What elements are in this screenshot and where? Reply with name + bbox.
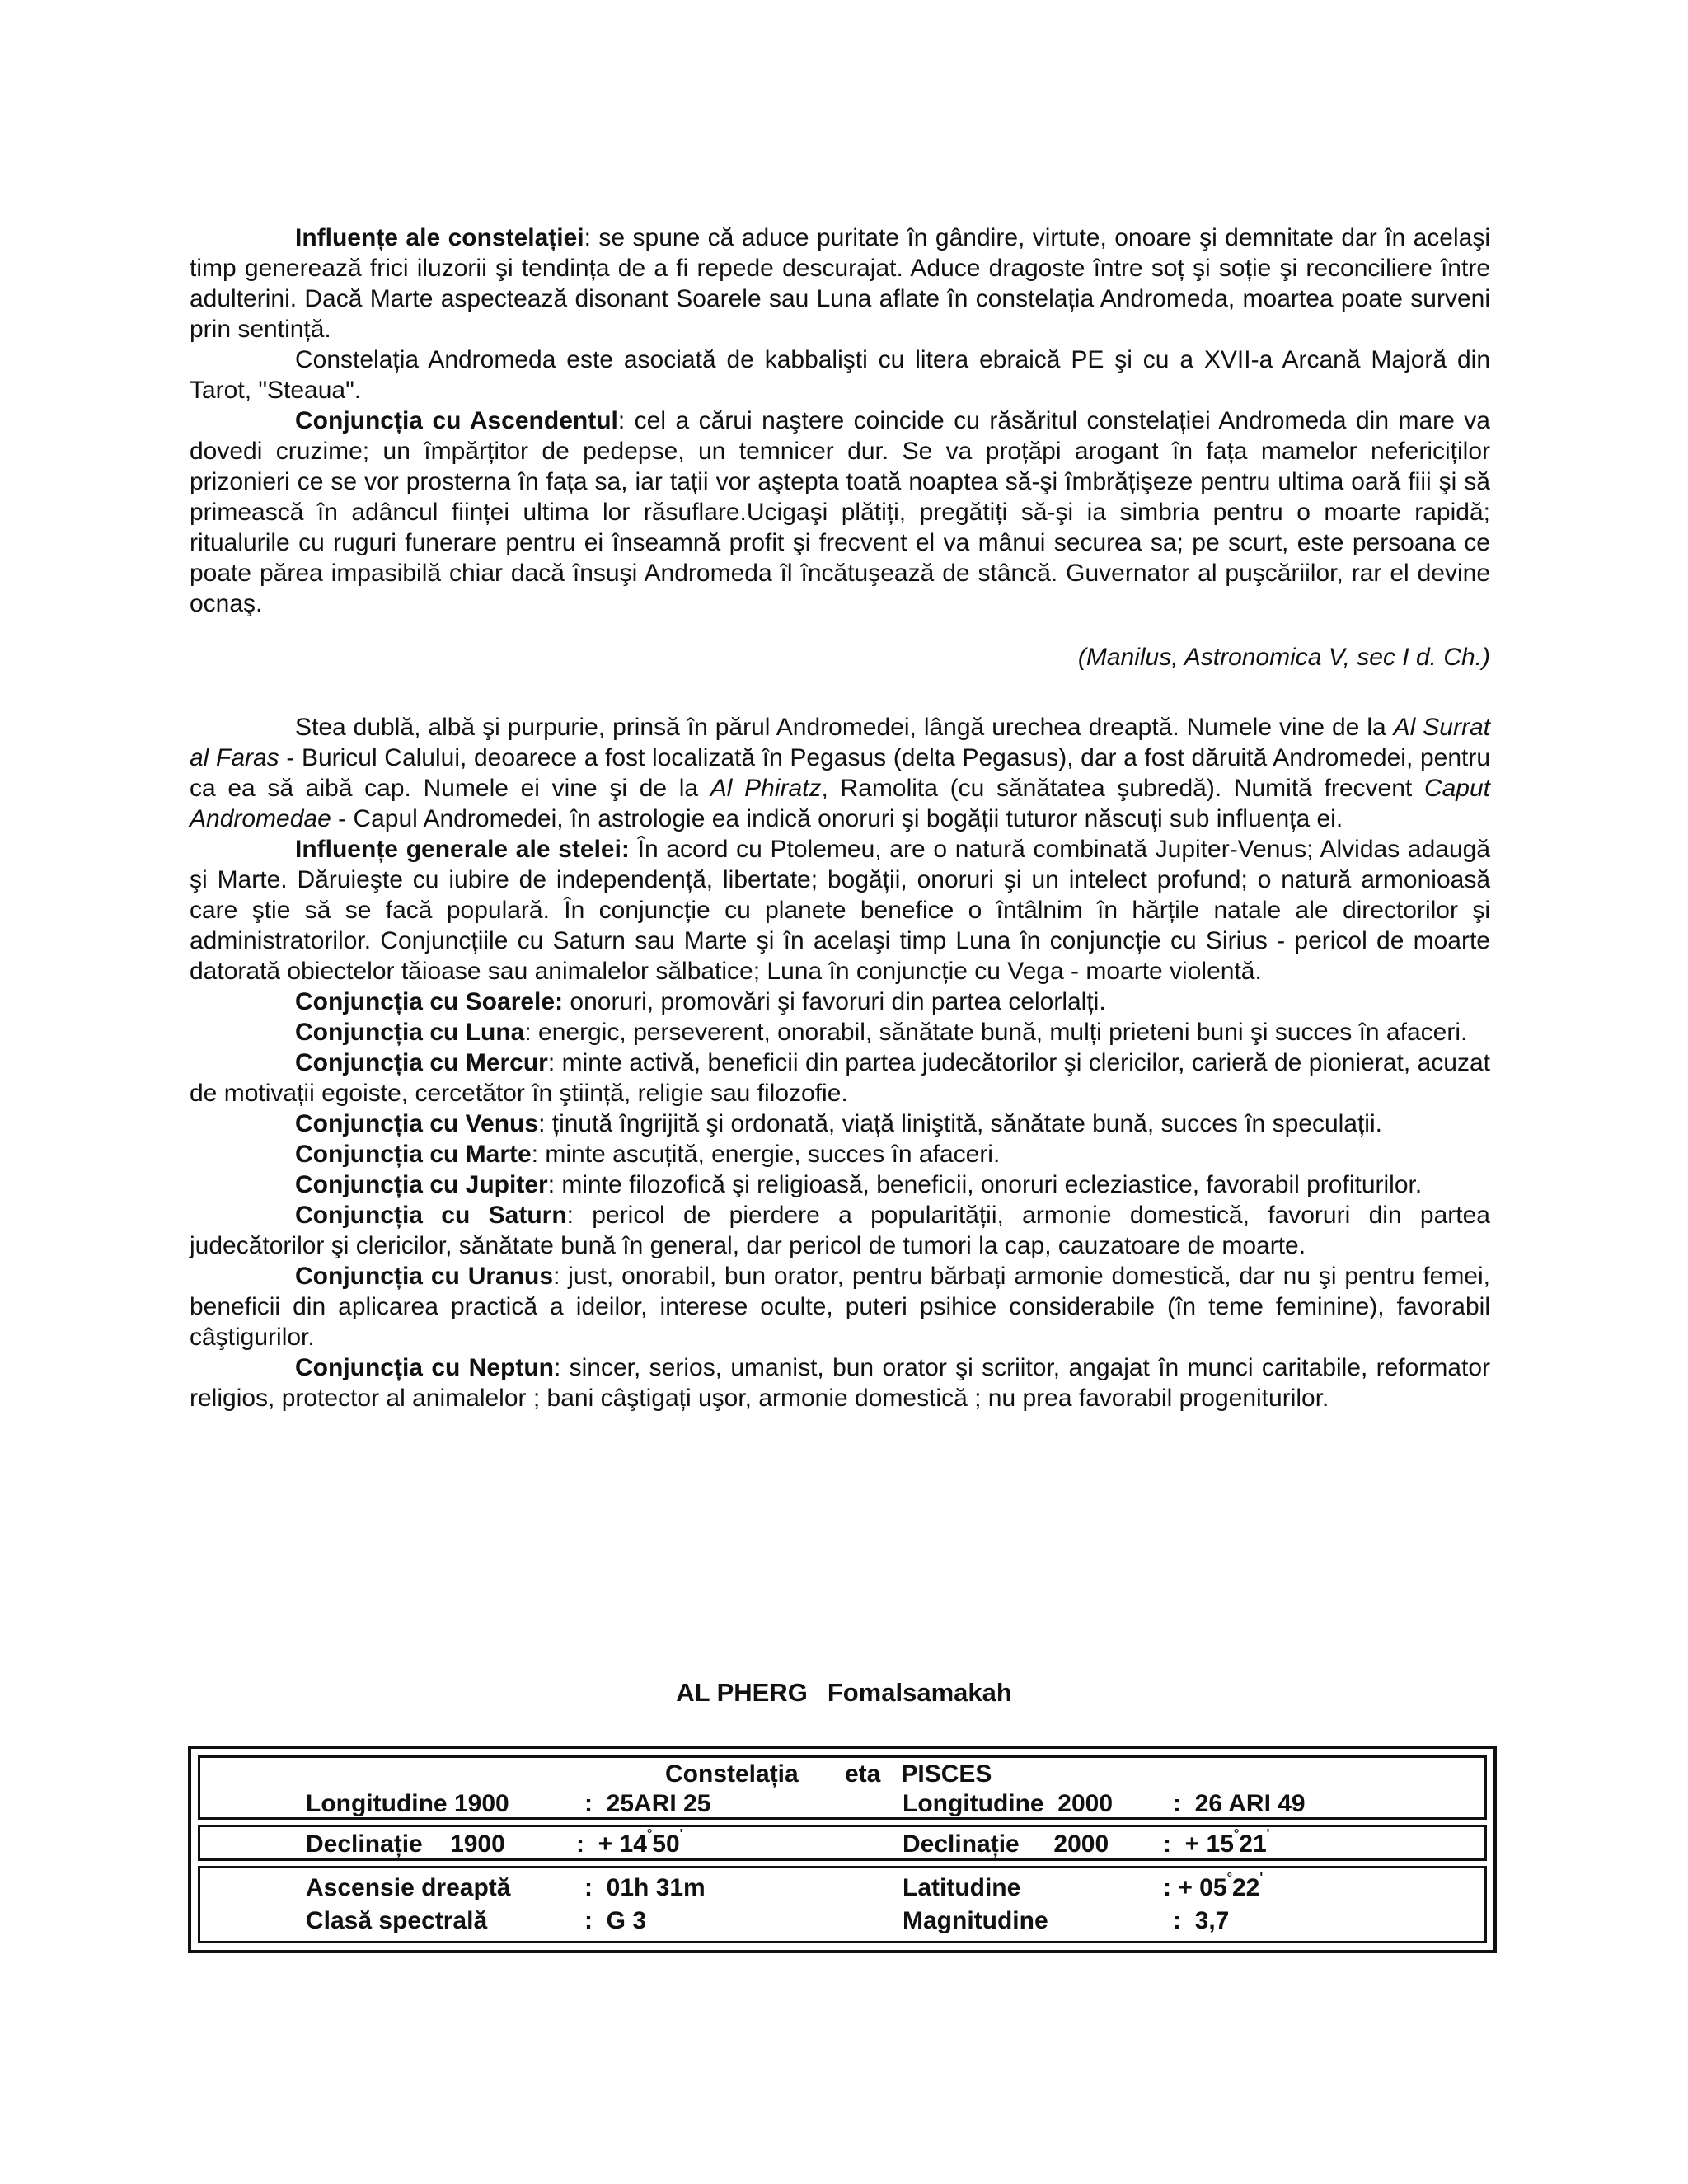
table-row [198, 1755, 1487, 1820]
paragraph-heading: Conjuncția cu Venus [295, 1110, 539, 1137]
paragraph-text: : cel a cărui naştere coincide cu răsăritul constelației Andromeda din mare va dovedi cruzime; un împărțitor de pedepse, un temnicer dur. Se va proțăpi arogant în fața mamelor nefericiților prizonieri ce se vor prosterna în fața sa, iar tații vor aştepta toată noaptea să-şi îmbrățişeze pentru ultima oară fiii şi să primească în adâncul ființei ultima lor răsuflare.Ucigaşi plătiți, pregătiți să-şi ia simbria pentru o moarte rapidă; ritualurile cu ruguri funerare pentru ei înseamnă profit şi frecvent el va mânui securea sa; pe scurt, este persoana ce poate părea impasibilă chiar dacă însuşi Andromeda îl încătuşează de stâncă. Guvernator al puşcăriilor, rar el devine ocnaş. [190, 407, 1490, 617]
constellation-label: Constelația [665, 1760, 799, 1788]
degrees: : + 05 [1163, 1874, 1227, 1901]
paragraph-heading: Conjuncția cu Ascendentul [295, 407, 618, 434]
star-name: AL PHERG [676, 1678, 808, 1707]
degree-symbol: ° [1226, 1871, 1232, 1885]
paragraph-heading: Conjuncția cu Saturn [295, 1202, 567, 1229]
conjunction-moon [190, 1017, 1490, 1047]
star-title [0, 1677, 1688, 1708]
star-name-italic: Al Phiratz [710, 775, 822, 802]
spectral-class-label: Clasă spectrală [306, 1907, 488, 1934]
paragraph-heading: Conjuncția cu Neptun [295, 1354, 554, 1381]
minute-symbol: ' [679, 1827, 683, 1841]
paragraph-text: onoruri, promovări şi favoruri din partea celorlalți. [563, 988, 1106, 1015]
latitude-value [1163, 1873, 1263, 1903]
paragraph-heading: Influențe generale ale stelei: [295, 836, 630, 863]
document-body [190, 223, 1490, 1413]
table-row [198, 1866, 1487, 1943]
right-ascension-value: : 01h 31m [584, 1874, 706, 1901]
minute-symbol: ' [1266, 1827, 1270, 1841]
conjunction-sun [190, 987, 1490, 1017]
paragraph-text: : sincer, serios, umanist, bun orator şi scriitor, angajat în munci caritabile, reformator religios, protector al animalelor ; bani câştigați uşor, armonie domestică ; nu prea favorabil progeniturilor. [190, 1354, 1491, 1412]
paragraph-general-influences [190, 834, 1490, 987]
degrees: : + 14 [576, 1830, 647, 1858]
latitude-label: Latitudine [903, 1874, 1021, 1901]
spectral-class-value: : G 3 [584, 1907, 647, 1934]
paragraph-text: - Buricul Calului, deoarece a fost localizată în Pegasus (delta Pegasus), dar a fost dăruită Andromedei, pentru ca ea să aibă cap. Numele ei vine şi de la [190, 744, 1491, 802]
longitude-1900-label: Longitudine 1900 [306, 1790, 509, 1817]
table-row [198, 1825, 1487, 1861]
paragraph-kabbalah [190, 344, 1490, 405]
degrees: : + 15 [1163, 1830, 1234, 1858]
conjunction-neptune [190, 1352, 1490, 1413]
paragraph-heading: Conjuncția cu Jupiter [295, 1171, 548, 1198]
paragraph-text: : minte ascuțită, energie, succes în afaceri. [531, 1141, 1001, 1168]
declination-1900-value [576, 1827, 683, 1859]
paragraph-star-description [190, 712, 1490, 834]
longitude-2000-value: : 26 ARI 49 [1173, 1790, 1306, 1817]
paragraph-heading: Influențe ale constelației [295, 224, 584, 251]
declination-2000-label: Declinație 2000 [903, 1830, 1109, 1858]
paragraph-heading: Conjuncția cu Uranus [295, 1263, 554, 1290]
paragraph-constellation-influences [190, 223, 1490, 344]
paragraph-heading: Conjuncția cu Marte [295, 1141, 532, 1168]
paragraph-text: : se spune că aduce puritate în gândire, virtute, onoare şi demnitate dar în acelaşi timp generează frici iluzorii şi tendința de a fi repede descurajat. Aduce dragoste între soț şi soție şi reconciliere între adulterini. Dacă Marte aspectează disonant Soarele sau Luna aflate în constelația Andromeda, moartea poate surveni prin sentință. [190, 224, 1490, 343]
conjunction-venus [190, 1108, 1490, 1139]
conjunction-mercury [190, 1047, 1490, 1108]
paragraph-text: , Ramolita (cu sănătatea şubredă). Numită frecvent [821, 775, 1424, 802]
minutes: 22 [1231, 1874, 1260, 1901]
paragraph-text: : energic, perseverent, onorabil, sănătate bună, mulți prieteni buni şi succes în afaceri. [524, 1019, 1468, 1046]
paragraph-text: - Capul Andromedei, în astrologie ea indică onoruri şi bogății tuturor născuți sub influența ei. [331, 805, 1343, 832]
constellation-value: eta PISCES [845, 1760, 992, 1788]
right-ascension-label: Ascensie dreaptă [306, 1874, 511, 1901]
paragraph-text: Stea dublă, albă şi purpurie, prinsă în părul Andromedei, lângă urechea dreaptă. Numele vine de la [295, 714, 1394, 741]
paragraph-text: : just, onorabil, bun orator, pentru bărbați armonie domestică, dar nu şi pentru femei, beneficii din aplicarea practică a ideilor, interese oculte, puteri psihice considerabile (în teme feminine), favorabil câştigurilor. [190, 1263, 1490, 1351]
paragraph-ascendant [190, 405, 1490, 619]
declination-2000-value [1163, 1827, 1270, 1859]
paragraph-heading: Conjuncția cu Soarele: [295, 988, 564, 1015]
paragraph-text: Constelația Andromeda este asociată de kabbalişti cu litera ebraică PE şi cu a XVII-a Arcană Majoră din Tarot, "Steaua". [190, 346, 1490, 404]
paragraph-text: : minte activă, beneficii din partea judecătorilor şi clericilor, carieră de pionierat, acuzat de motivații egoiste, cercetător în ştiință, religie sau filozofie. [190, 1049, 1490, 1107]
paragraph-text: : minte filozofică şi religioasă, beneficii, onoruri ecleziastice, favorabil profiturilor. [547, 1171, 1423, 1198]
minutes: 50 [652, 1830, 680, 1858]
degree-symbol: ° [646, 1827, 653, 1841]
magnitude-value: : 3,7 [1173, 1907, 1230, 1934]
longitude-1900-value: : 25ARI 25 [584, 1790, 711, 1817]
conjunction-jupiter [190, 1169, 1490, 1200]
quote-citation: (Manilus, Astronomica V, sec I d. Ch.) [1077, 644, 1490, 671]
star-name-italic: Al Surrat al Faras [190, 714, 1490, 771]
paragraph-text: : ținută îngrijită şi ordonată, viață liniştită, sănătate bună, succes în speculații. [538, 1110, 1382, 1137]
star-alt-name: Fomalsamakah [827, 1678, 1012, 1707]
conjunction-saturn [190, 1200, 1490, 1261]
conjunction-mars [190, 1139, 1490, 1169]
paragraph-heading: Conjuncția cu Luna [295, 1019, 525, 1046]
star-data-table [188, 1746, 1497, 1953]
star-name-italic: Caput Andromedae [190, 775, 1490, 832]
conjunction-uranus [190, 1261, 1490, 1352]
minute-symbol: ' [1259, 1871, 1264, 1885]
minutes: 21 [1239, 1830, 1267, 1858]
paragraph-text: În acord cu Ptolemeu, are o natură combinată Jupiter-Venus; Alvidas adaugă şi Marte. Dăruieşte cu iubire de independență, libertate; bogății, onoruri şi un intelect profund; o natură armonioasă care ştie să se facă populară. În conjuncție cu planete benefice o întâlnim în hărțile natale ale directorilor şi administratorilor. Conjuncțiile cu Saturn sau Marte şi în acelaşi timp Luna în conjuncție cu Sirius - pericol de moarte datorată obiectelor tăioase sau animalelor sălbatice; Luna în conjuncție cu Vega - moarte violentă. [190, 836, 1491, 985]
declination-1900-label: Declinație 1900 [306, 1830, 505, 1858]
longitude-2000-label: Longitudine 2000 [903, 1790, 1114, 1817]
degree-symbol: ° [1233, 1827, 1240, 1841]
magnitude-label: Magnitudine [903, 1907, 1048, 1934]
paragraph-text: : pericol de pierdere a popularității, armonie domestică, favoruri din partea judecătorilor şi clericilor, sănătate bună în general, dar pericol de tumori la cap, cauzatoare de moarte. [190, 1202, 1490, 1259]
paragraph-heading: Conjuncția cu Mercur [295, 1049, 548, 1076]
